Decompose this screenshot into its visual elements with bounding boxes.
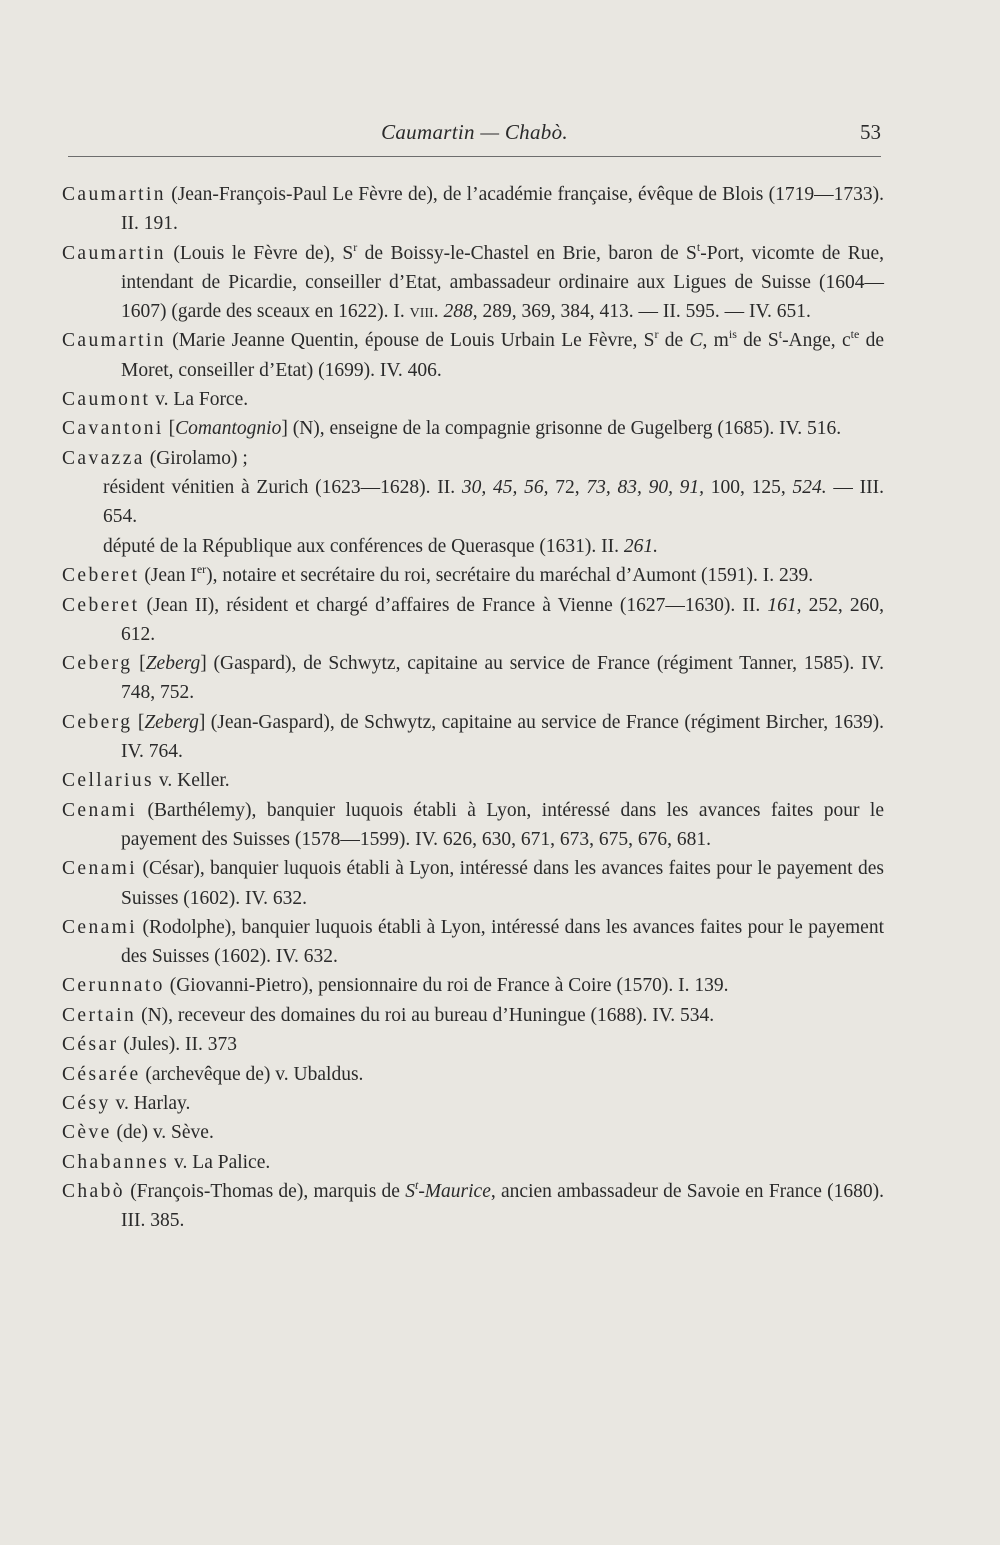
entry-text: (Jean-François-Paul Le Fèvre de), de l’académie française, évêque de Blois (1719—1733). II. 191. (121, 184, 884, 235)
entry-text: v. La Force. (150, 388, 249, 410)
entry-text: ] (Gaspard), de Schwytz, capitaine au service de France (régiment Tanner, 1585). IV. 748, 752. (121, 653, 885, 704)
entry-text: (César), banquier luquois établi à Lyon, intéressé dans les avances faites pour le payement des Suisses (1602). IV. 632. (121, 858, 884, 909)
entry-headword: Cavantoni (62, 418, 164, 440)
entry-text: (Giovanni-Pietro), pensionnaire du roi de France à Coire (1570). I. 139. (164, 975, 729, 997)
entry-headword: Caumont (62, 388, 151, 410)
italic-text: C (689, 330, 703, 352)
superscript: r (353, 239, 358, 254)
index-entry (62, 591, 884, 649)
entry-text: ), notaire et secrétaire du roi, secrétaire du maréchal d’Aumont (1591). I. 239. (206, 565, 814, 587)
entry-headword: Cellarius (62, 770, 155, 792)
entry-text: . (433, 301, 444, 322)
entry-text: , ancien ambassadeur de Savoie en France (1680). III. 385. (121, 1181, 884, 1232)
entry-headword: Cerunnato (62, 975, 165, 997)
entry-headword: Ceberet (62, 594, 140, 616)
index-subentry (62, 473, 884, 531)
superscript: t (414, 1178, 419, 1193)
index-entry (62, 1089, 884, 1118)
index-entry (62, 1177, 884, 1235)
entry-text: député de la République aux conférences de Querasque (1631). II. (103, 535, 624, 557)
italic-text: S (405, 1181, 415, 1203)
index-entry (62, 1030, 884, 1059)
entry-text: (archevêque de) v. Ubaldus. (140, 1063, 364, 1085)
entry-headword: Cavazza (62, 447, 145, 469)
entry-text: (Rodolphe), banquier luquois établi à Lyon, intéressé dans les avances faites pour le payement des Suisses (1602). IV. 632. (121, 916, 884, 968)
entry-text: [ (132, 653, 146, 675)
entry-text: , m (702, 330, 729, 352)
italic-page-ref: 161, (767, 594, 802, 616)
superscript: t (778, 327, 783, 342)
superscript: te (850, 327, 860, 342)
entry-text: résident vénitien à Zurich (1623—1628). II. (103, 477, 462, 499)
index-entries (62, 180, 884, 1236)
entry-headword: Césy (62, 1093, 111, 1115)
entry-headword: Cenami (62, 916, 138, 938)
entry-text: [ (132, 711, 145, 733)
entry-text: (Barthélemy), banquier luquois établi à Lyon, intéressé dans les avances faites pour le payement des Suisses (1578—1599). IV. 626, 630, 671, 673, 675, 676, 681. (121, 799, 884, 850)
entry-text: v. Harlay. (110, 1093, 191, 1115)
italic-text: Zeberg (145, 653, 201, 675)
index-entry (62, 796, 884, 854)
entry-headword: Caumartin (62, 330, 166, 352)
entry-text: de S (736, 330, 779, 352)
index-entry (62, 1118, 884, 1147)
entry-text: 252, 260, 612. (121, 594, 885, 645)
entry-text: (Jean I (139, 565, 197, 587)
entry-text: (Girolamo) ; (144, 447, 248, 469)
index-entry (62, 649, 884, 707)
entry-headword: Césarée (62, 1063, 141, 1085)
entry-headword: Ceberet (62, 565, 140, 587)
index-entry (62, 913, 884, 971)
entry-text: [ (163, 418, 176, 440)
entry-text: — III. 654. (103, 477, 885, 528)
entry-text: v. Keller. (154, 770, 230, 792)
entry-text: v. La Palice. (169, 1151, 271, 1173)
entry-text: (de) v. Sève. (111, 1122, 214, 1144)
index-subentry (62, 532, 884, 561)
entry-headword: Ceberg (62, 711, 133, 733)
italic-text: Zeberg (144, 711, 199, 733)
index-entry (62, 971, 884, 1000)
superscript: t (696, 239, 701, 254)
index-entry (62, 326, 884, 384)
index-entry (62, 854, 884, 912)
page-header (68, 116, 881, 157)
superscript: er (196, 562, 207, 577)
entry-headword: Cenami (62, 799, 138, 821)
entry-headword: Certain (62, 1004, 137, 1026)
italic-text: -Maurice (418, 1181, 491, 1203)
italic-page-ref: 30, 45, 56, (461, 477, 549, 499)
superscript: r (654, 327, 659, 342)
italic-page-ref: 73, 83, 90, 91, (586, 477, 705, 499)
entry-text: de Moret, conseiller d’Etat) (1699). IV. 406. (121, 330, 884, 381)
entry-text: ] (N), enseigne de la compagnie grisonne de Gugelberg (1685). IV. 516. (281, 418, 842, 440)
entry-headword: Cève (62, 1122, 112, 1144)
entry-text: -Port, vicomte de Rue, intendant de Picardie, conseiller d’Etat, ambassadeur ordinaire aux Ligues de Suisse (1604—1607) (garde des sceaux en 1622). I. (121, 242, 884, 322)
index-entry (62, 414, 884, 443)
entry-text: -Ange, c (782, 330, 851, 352)
entry-text: (Marie Jeanne Quentin, épouse de Louis Urbain Le Fèvre, S (165, 330, 655, 352)
entry-text: (Jean II), résident et chargé d’affaires de France à Vienne (1627—1630). II. (139, 594, 768, 616)
italic-page-ref: 524. (792, 477, 827, 499)
index-entry (62, 385, 884, 414)
entry-headword: Caumartin (62, 184, 166, 205)
entry-headword: Cenami (62, 858, 138, 880)
index-entry (62, 1001, 884, 1030)
entry-text: ] (Jean-Gaspard), de Schwytz, capitaine au service de France (régiment Bircher, 1639). IV. 764. (121, 711, 884, 762)
page-number: 53 (860, 120, 881, 144)
entry-text: (N), receveur des domaines du roi au bureau d’Huningue (1688). IV. 534. (136, 1004, 715, 1026)
entry-headword: Caumartin (62, 242, 166, 264)
italic-text: Comantognio (175, 418, 282, 440)
entry-text: (François-Thomas de), marquis de (124, 1181, 406, 1203)
italic-page-ref: 288 (443, 301, 473, 322)
index-entry (62, 766, 884, 795)
entry-text: 100, 125, (704, 477, 793, 499)
index-entry (62, 708, 884, 766)
index-entry (62, 444, 884, 473)
index-entry (62, 561, 884, 590)
index-entry (62, 180, 884, 238)
entry-text: (Louis le Fèvre de), S (165, 242, 354, 264)
index-entry (62, 1148, 884, 1177)
index-entry (62, 1060, 884, 1089)
italic-page-ref: 261. (623, 535, 658, 557)
entry-headword: Chabò (62, 1181, 125, 1203)
superscript: is (728, 327, 737, 342)
entry-text: , 289, 369, 384, 413. — II. 595. — IV. 651. (472, 301, 811, 322)
running-title: Caumartin — Chabò. (381, 120, 568, 144)
entry-headword: Ceberg (62, 653, 133, 675)
entry-text: de Boissy-le-Chastel en Brie, baron de S (357, 242, 697, 264)
entry-text: (Jules). II. 373 (118, 1034, 238, 1056)
index-entry (62, 239, 884, 327)
entry-text: de (658, 330, 690, 352)
entry-text: 72, (548, 477, 587, 499)
volume-numeral: viii (409, 301, 434, 322)
entry-headword: César (62, 1034, 119, 1056)
entry-headword: Chabannes (62, 1151, 170, 1173)
